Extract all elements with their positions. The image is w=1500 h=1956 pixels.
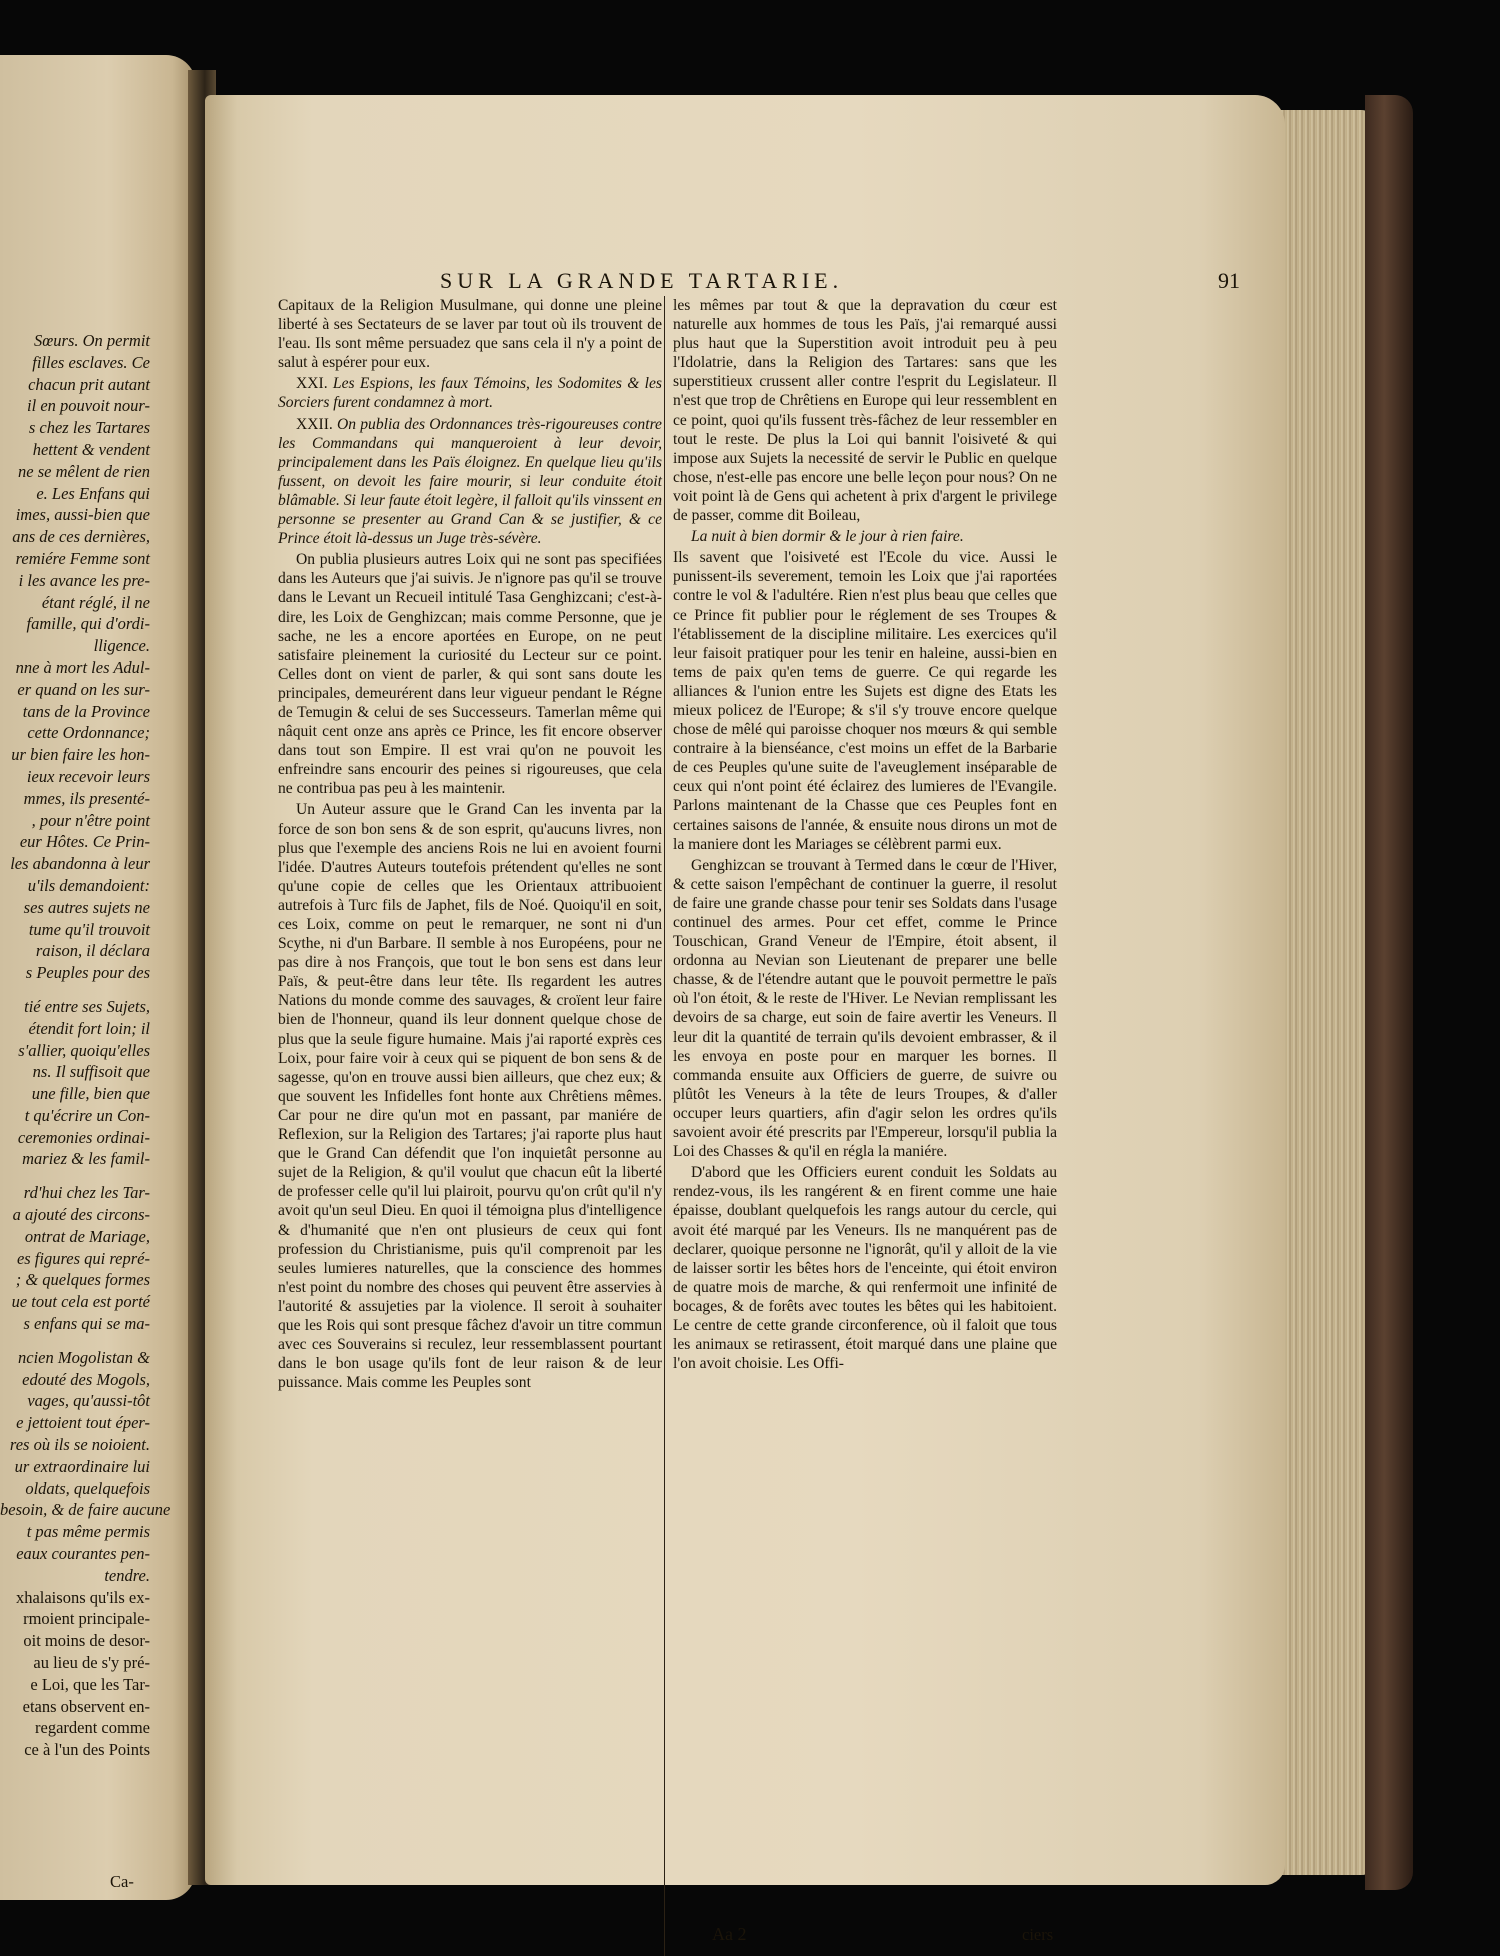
left-page-line: , pour n'être point [31,810,150,830]
left-page-line: cette Ordonnance; [27,723,150,743]
left-page-line: s enfans qui se ma- [23,1314,150,1334]
left-page-line: il en pouvoit nour- [27,396,150,416]
left-page-line: ncien Mogolistan & [18,1347,150,1367]
left-page-line: nne à mort les Adul- [15,657,150,677]
body-paragraph: Genghizcan se trouvant à Termed dans le cœur de l'Hiver, & cette saison l'empêchant de continuer la guerre, il resolut de faire une grande chasse pour tenir ses Soldats dans l'usage continuel des armes. Pour cet effet, comme le Prince Touschican, Grand Veneur de l'Empire, étoit absent, il ordonna au Nevian son Lieutenant de preparer une belle chasse, & de l'étendre autant que le pouvoit permettre le païs où l'on étoit, & le reste de l'Hiver. Le Nevian remplissant les devoirs de sa charge, eut soin de faire avertir les Veneurs. Il leur dit la quantité de terrain qu'ils devoient embrasser, & il les envoya en poste pour en marquer les bornes. Il commanda ensuite aux Officiers de guerre, de suivre ou plûtôt les Veneurs à la tête de leurs Troupes, & d'aller occuper leurs quartiers, afin d'agir selon les ordres qu'ils savoient avoir été prescrits par l'Empereur, lorsqu'il publia la Loi des Chasses & qu'il en régla la maniére. [673,856,1057,1161]
left-page-line [0,1335,150,1347]
left-page-text [0,330,171,1761]
left-page-line: eaux courantes pen- [16,1544,150,1564]
left-page-line: rmoient principale- [23,1609,150,1629]
left-page-line: s Peuples pour des [25,963,150,983]
left-page-line: s'allier, quoiqu'elles [18,1040,150,1060]
column-rule [664,296,665,1956]
left-page [0,55,196,1900]
left-page-line: i les avance les pre- [18,570,150,590]
left-page-line: tié entre ses Sujets, [24,996,150,1016]
left-page-line: edouté des Mogols, [22,1369,150,1389]
left-page-line: xhalaisons qu'ils ex- [15,1587,150,1607]
signature-mark: Aa 2 [712,1924,747,1944]
left-page-line: e Loi, que les Tar- [30,1674,150,1694]
body-paragraph: les mêmes par tout & que la depravation du cœur est naturelle aux hommes de tous les Païs, j'ai remarqué aussi plus haut que la Superstition avoit introduit peu à peu l'Idolatrie, dans la Religion des Tartares: sans que les superstitieux crussent aller contre l'esprit du Legislateur. Il n'est que trop de Chrêtiens en Europe qui leur ressemblent en ce point, quoi qu'ils fussent très-fâchez de leur ressembler en tout le reste. De plus la Loi qui bannit l'oisiveté & qui impose aux Sujets la necessité de servir le Public en quelque chose, n'est-elle pas encore une belle leçon pour nous? On ne voit point là de Gens qui achetent à prix d'argent le privilege de passer, comme dit Boileau, [673,297,1057,525]
text-column-right [673,296,1057,1375]
left-page-line: lligence. [93,636,150,656]
left-page-line: er quand on les sur- [17,679,150,699]
body-paragraph: On publia plusieurs autres Loix qui ne sont pas specifiées dans les Auteurs que j'ai suivis. Je n'ignore pas qu'il se trouve dans le Levant un Recueil intitulé Tasa Genghizcani; c'est-à-dire, les Loix de Genghizcan; mais comme Personne, que je sache, ne les a encore aportées en Europe, on ne peut satisfaire pleinement la curiosité du Lecteur sur ce point. Celles dont on vient de parler, & qui sont sans doute les principales, demeurérent dans leur vigueur pendant le Régne de Temugin & celui de ses Successeurs. Tamerlan même qui nâquit cent onze ans après ce Prince, les fit encore observer dans tout son Empire. Il est vrai qu'on ne pouvoit les enfreindre sans encourir des peines si rigoureuses, que cela ne contribua pas peu à les maintenir. [278,551,662,798]
left-page-line: filles esclaves. Ce [32,352,150,372]
body-paragraph: Capitaux de la Religion Musulmane, qui donne une pleine liberté à ses Sectateurs de se laver par tout où ils trouvent de l'eau. Ils sont même persuadez que sans cela il n'y a point de salut à espérer pour eux. [278,297,662,372]
left-page-line: s chez les Tartares [28,418,150,438]
left-page-line: regardent comme [35,1718,150,1738]
left-page-line: ne se mêlent de rien [18,461,150,481]
running-head: SUR LA GRANDE TARTARIE. [440,268,844,293]
left-page-line: vages, qu'aussi-tôt [27,1391,150,1411]
left-page-line: ses autres sujets ne [23,897,150,917]
left-page-line: res où ils se noioient. [9,1435,150,1455]
left-page-line: ur bien faire les hon- [11,745,150,765]
article-number: XXII. [296,415,337,433]
left-page-line [0,1170,150,1182]
left-page-line: ns. Il suffisoit que [32,1062,150,1082]
left-page-line: u'ils demandoient: [27,875,150,895]
left-page-line: étendit fort loin; il [28,1018,150,1038]
left-page-line: une fille, bien que [31,1084,150,1104]
left-page-line: tume qu'il trouvoit [28,919,150,939]
body-paragraph: Un Auteur assure que le Grand Can les inventa par la force de son bon sens & de son esprit, qu'aucuns livres, non plus que l'exemple des anciens Rois ne lui en avoient fourni l'idée. D'autres Auteurs toutefois prétendent qu'elles ne sont qu'une copie de celles que les Orientaux attribuoient autrefois à Turc fils de Japhet, fils de Noé. Quoiqu'il en soit, ces Loix, comme on peut le remarquer, ne sont ni d'un Scythe, ni d'un Barbare. Il semble à nos Européens, pour ne pas dire à nos François, que tout le bon sens est dans leur Païs, & peut-être dans leur tête. Ils regardent les autres Nations du monde comme des sauvages, & croïent leur faire bien de l'honneur, quand ils leur donnent quelque chose de plus que la seule figure humaine. Mais j'ai raporté exprès ces Loix, pour faire voir à ceux qui se piquent de bon sens & de sagesse, qu'on en trouve aussi bien ailleurs, que chez eux; & que souvent les Infidelles font honte aux Chrêtiens mêmes. Car pour ne dire qu'un mot en passant, par maniére de Reflexion, sur la Religion des Tartares; j'ai raporte plus haut que le Grand Can défendit que l'on inquietât personne au sujet de la Religion, & qu'il voulut que chacun eût la liberté de professer celle qu'il lui plairoit, pourvu qu'on crût qu'il n'y avoit qu'un seul Dieu. En quoi il témoigna plus d'intelligence & d'humanité que n'en ont plusieurs de ceux qui font profession du Christianisme, puis qu'il comprenoit par les seules lumieres naturelles, que la conscience des hommes n'est point du nombre des choses qui peuvent être asservies à l'autorité & assujeties par la violence. Il seroit à souhaiter que les Rois qui sont presque fâchez d'avoir un titre commun avec ces Souverains si reculez, leur ressemblassent pourtant dans le bon usage qu'ils font de leur raison & de leur puissance. Mais comme les Peuples sont [278,801,662,1392]
left-page-line: ans de ces dernières, [12,527,150,547]
left-page-line: ce à l'un des Points [24,1740,150,1760]
left-page-line: e jettoient tout éper- [16,1413,150,1433]
left-page-line: t pas même permis [26,1522,150,1542]
left-page-line: ; & quelques formes [15,1270,150,1290]
article-paragraph [278,374,662,412]
page-number: 91 [1218,268,1240,293]
left-page-line: famille, qui d'ordi- [26,614,150,634]
body-paragraph: Ils savent que l'oisiveté est l'Ecole du vice. Aussi le punissent-ils severement, temoin les Loix que j'ai raportées contre le vol & l'adultére. Rien n'est plus beau que celles que ce Prince fit publier pour le réglement de ses Troupes & l'établissement de la discipline militaire. Les exercices qu'il leur faisoit pratiquer pour les tenir en haleine, aussi-bien en tems de paix qu'en tems de guerre. Ce qui regarde les alliances & l'union entre les Sujets est digne des Etats les mieux policez de l'Europe; & s'il s'y trouve encore quelque chose de mêlé qui paroisse choquer nos mœurs & qui semble contraire à la bienséance, c'est moins un effet de la Barbarie de ces Peuples qu'une suite de l'aveuglement inséparable de ceux qui n'ont point été éclairez des lumieres de l'Evangile. Parlons maintenant de la Chasse que ces Peuples font en certaines saisons de l'année, & ensuite nous dirons un mot de la maniere dont les Mariages se célèbrent parmi eux. [673,549,1057,853]
left-page-line [0,984,150,996]
left-page-line: Sœurs. On permit [34,331,150,350]
book-cover [1365,95,1413,1890]
left-page-line: etans observent en- [22,1696,150,1716]
left-page-line: étant réglé, il ne [41,592,150,612]
left-page-line: raison, il déclara [35,941,150,961]
left-page-line: e. Les Enfans qui [36,483,150,503]
verse-quotation: La nuit à bien dormir & le jour à rien faire. [691,528,964,546]
left-page-catchword: Ca- [110,1872,134,1891]
left-page-line: t qu'écrire un Con- [24,1105,150,1125]
left-page-line: rd'hui chez les Tar- [23,1183,150,1203]
article-text: Les Espions, les faux Témoins, les Sodomites & les Sorciers furent condamnez à mort. [278,375,663,412]
left-page-line: oldats, quelquefois [25,1478,150,1498]
left-page-line: ceremonies ordinai- [17,1127,150,1147]
left-page-line: ur extraordinaire lui [14,1456,150,1476]
left-page-line: a ajouté des circons- [12,1205,150,1225]
catchword: ciers [1022,1925,1054,1944]
left-page-line: oit moins de desor- [23,1631,150,1651]
left-page-line: ieux recevoir leurs [26,766,150,786]
left-page-line: les abandonna à leur [10,854,150,874]
left-page-line: ue tout cela est porté [11,1292,150,1312]
article-paragraph [278,415,662,549]
article-number: XXI. [296,375,333,393]
left-page-line: tendre. [104,1565,150,1585]
left-page-line: es figures qui repré- [16,1248,150,1268]
left-page-line: besoin, & de faire aucune [0,1500,171,1520]
left-page-line: chacun prit autant [28,374,150,394]
left-page-line: ontrat de Mariage, [24,1226,150,1246]
left-page-line: mariez & les famil- [22,1149,150,1169]
text-column-left [278,296,662,1394]
article-text: On publia des Ordonnances très-rigoureuses contre les Commandans qui manqueroient à leur devoir, principalement dans les Païs éloignez. En quelque lieu qu'ils fussent, on devoit les faire mourir, si leur conduite étoit blâmable. Si leur faute étoit legère, il falloit qu'ils vinssent en personne se presenter au Grand Can & se justifier, & ce Prince étoit là-dessus un Juge très-sévère. [278,415,662,548]
left-page-line: eur Hôtes. Ce Prin- [19,832,150,852]
left-page-line: au lieu de s'y pré- [33,1653,150,1673]
left-page-line: imes, aussi-bien que [15,505,150,525]
body-paragraph: D'abord que les Officiers eurent conduit les Soldats au rendez-vous, ils les rangérent & en firent comme une haie épaisse, doublant quelquefois les rangs autour du cercle, qui avoit été marqué par les Veneurs. Ils ne manquérent pas de declarer, quoique personne ne l'ignorât, qu'il y alloit de la vie de laisser sortir les bêtes hors de l'enceinte, qui étoit environ de quatre mois de marche, & qui renfermoit une infinité de bocages, & de forêts avec toutes les bêtes qui les habitoient. Le centre de cette grande circonference, où il faloit que tous les animaux se retirassent, étoit marqué dans une plaine que l'on avoit choisie. Les Offi- [673,1164,1057,1373]
left-page-line: tans de la Province [22,701,150,721]
left-page-line: remiére Femme sont [15,548,150,568]
left-page-line: hettent & vendent [32,439,150,459]
left-page-line: mmes, ils presenté- [23,788,150,808]
